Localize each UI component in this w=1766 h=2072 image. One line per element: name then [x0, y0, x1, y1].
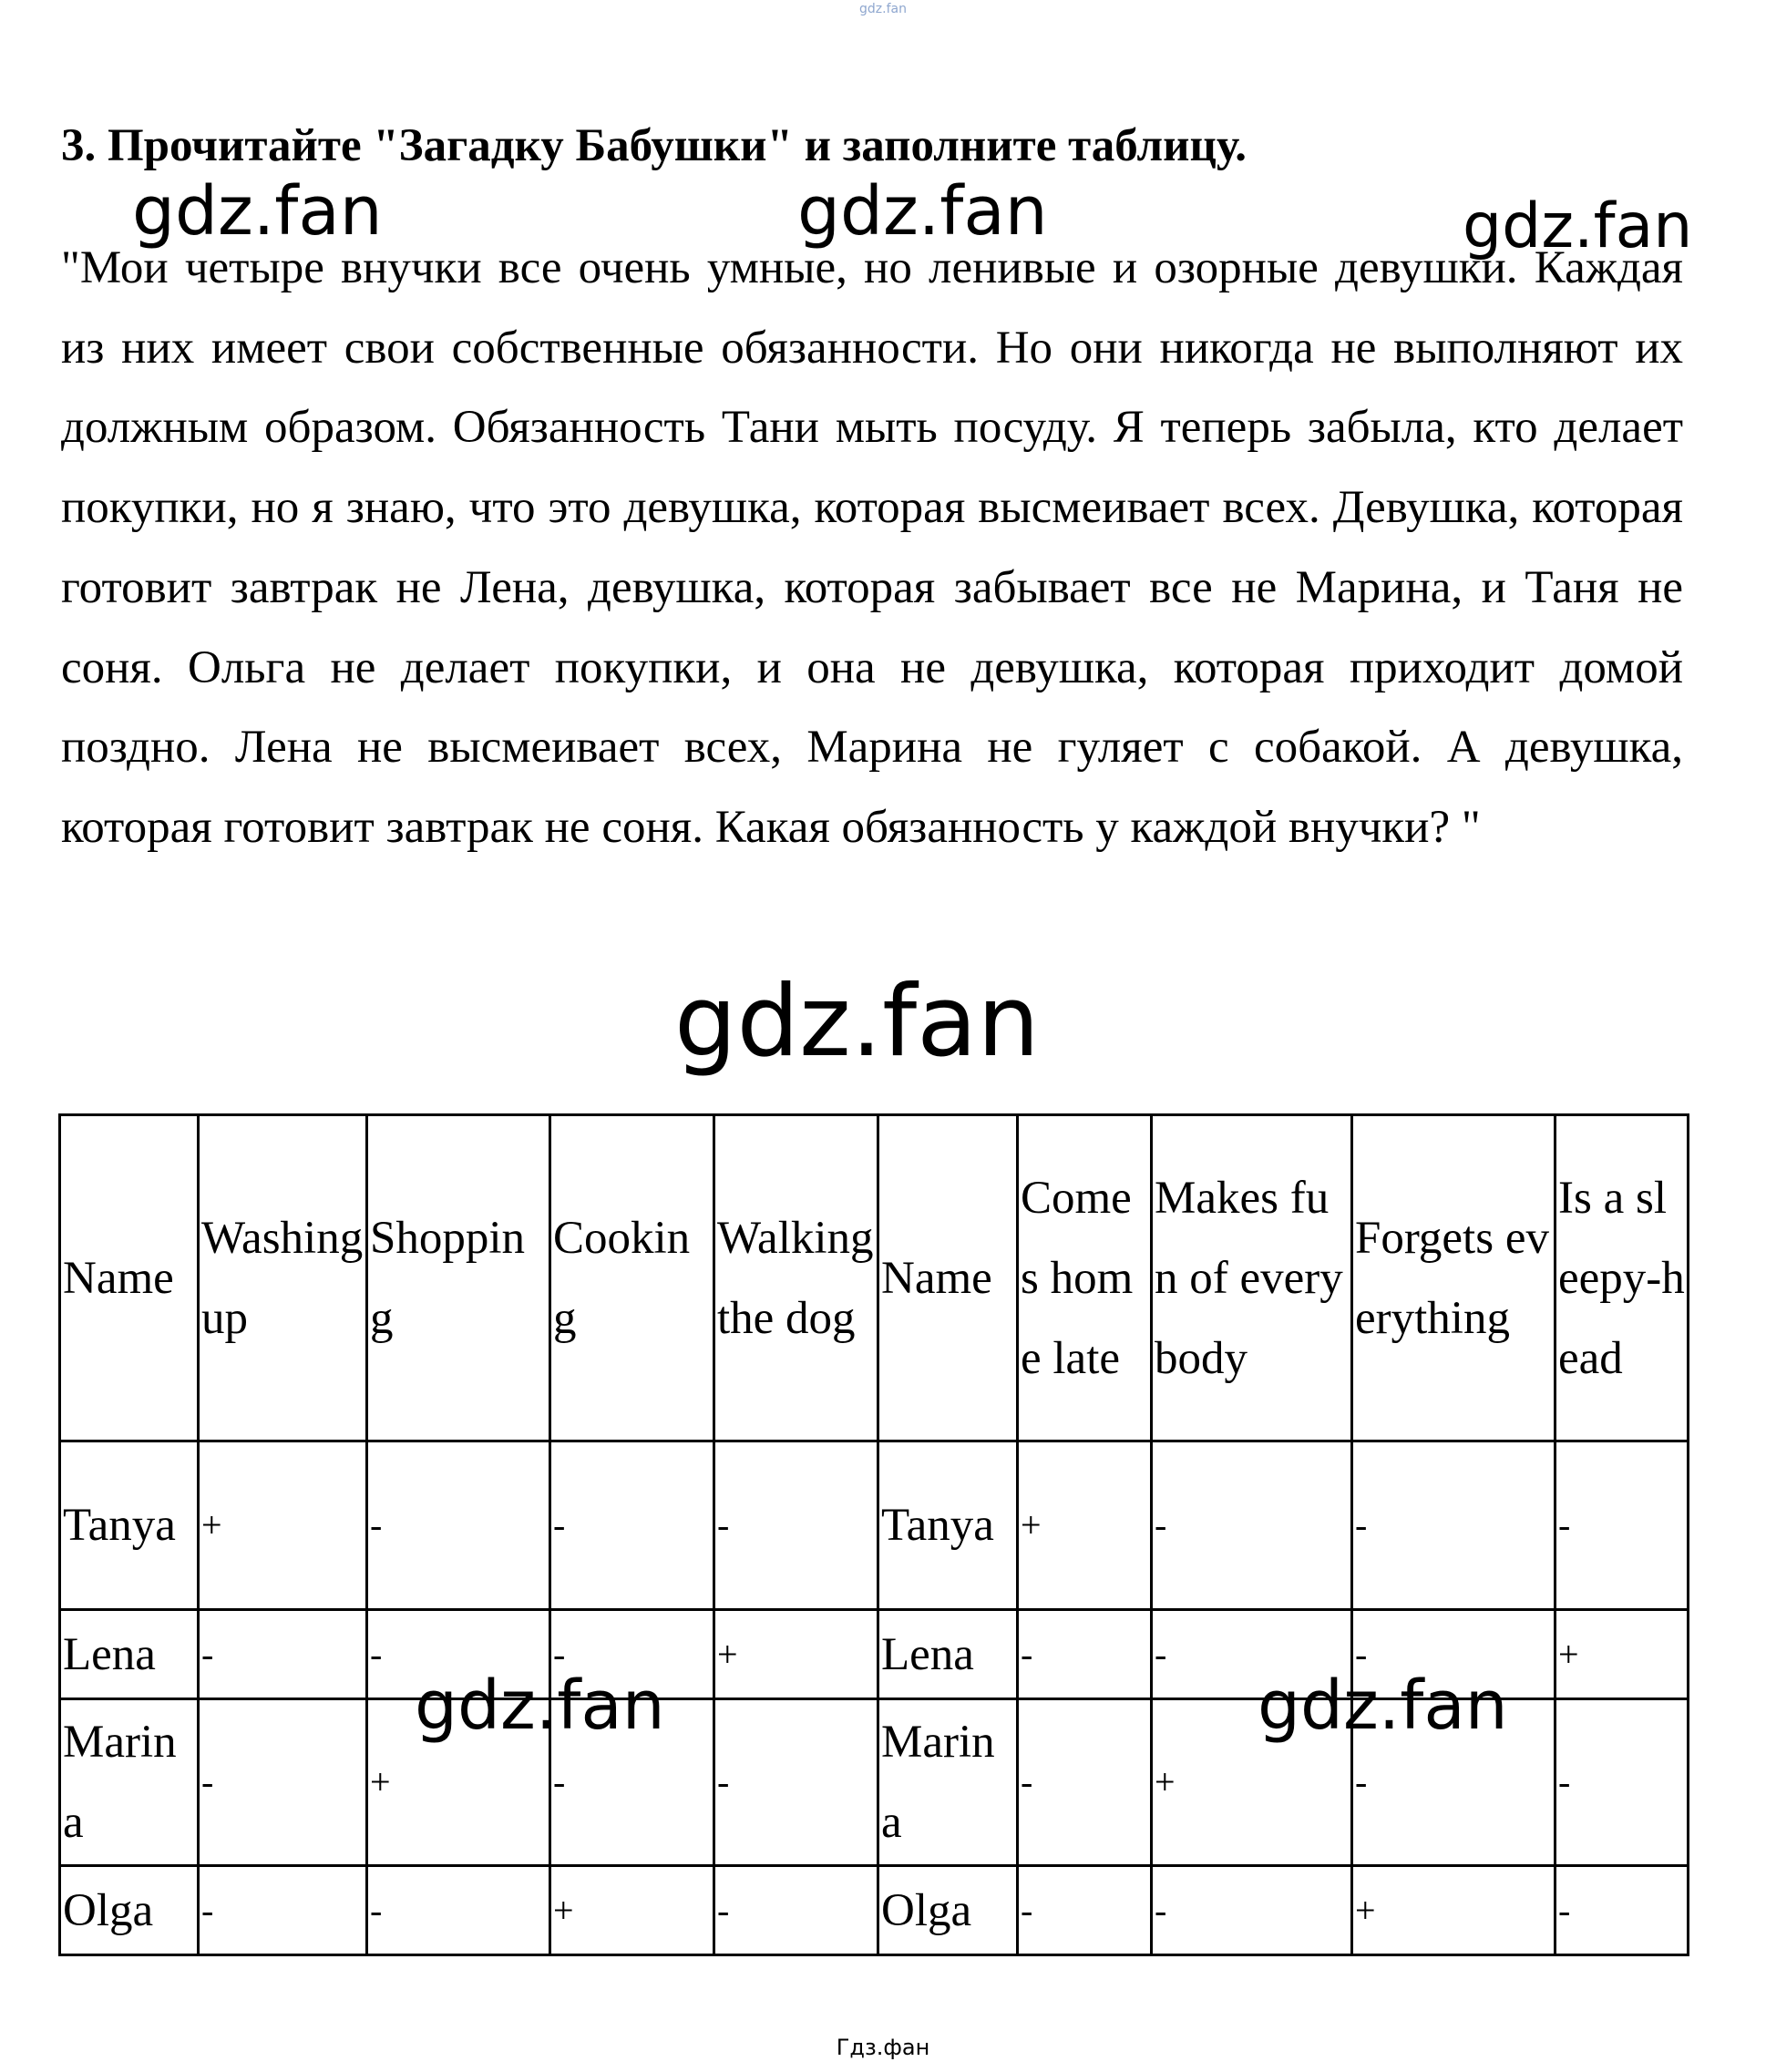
mark-cell: -	[1352, 1610, 1556, 1699]
header-cell: Makes fun of everybody	[1152, 1115, 1352, 1441]
mark-cell: -	[1556, 1441, 1689, 1610]
mark-cell: -	[1352, 1441, 1556, 1610]
header-cell: Walking the dog	[714, 1115, 878, 1441]
chores-table	[58, 1113, 1689, 1956]
riddle-passage: "Мои четыре внучки все очень умные, но ленивые и озорные девушки. Каждая из них имеет свои собственные обязанности. Но они никогда не выполняют их должным образом. Обязанность Тани мыть посуду. Я теперь забыла, кто делает покупки, но я знаю, что это девушка, которая высмеивает всех. Девушка, которая готовит завтрак не Лена, девушка, которая забывает все не Марина, и Таня не соня. Ольга не делает покупки, и она не девушка, которая приходит домой поздно. Лена не высмеивает всех, Марина не гуляет с собакой. А девушка, которая готовит завтрак не соня. Какая обязанность у каждой внучки? "	[61, 242, 1683, 853]
table-row	[60, 1441, 1689, 1610]
mark-cell: -	[714, 1441, 878, 1610]
mark-cell: +	[1152, 1699, 1352, 1866]
mark-cell: -	[550, 1699, 714, 1866]
name-cell: Lena	[878, 1610, 1018, 1699]
name-cell: Marina	[60, 1699, 199, 1866]
table-header-row	[60, 1115, 1689, 1441]
exercise-heading: 3. Прочитайте "Загадку Бабушки" и заполните таблицу.	[61, 120, 1247, 171]
mark-cell: -	[367, 1610, 550, 1699]
mark-cell: +	[199, 1441, 367, 1610]
name-cell: Tanya	[878, 1441, 1018, 1610]
mark-cell: -	[367, 1441, 550, 1610]
mark-cell: -	[367, 1866, 550, 1955]
header-cell: Shopping	[367, 1115, 550, 1441]
name-cell: Olga	[878, 1866, 1018, 1955]
mark-cell: -	[1556, 1866, 1689, 1955]
watermark: gdz.fan	[797, 172, 1048, 251]
mark-cell: +	[1018, 1441, 1152, 1610]
mark-cell: -	[199, 1866, 367, 1955]
mark-cell: -	[1556, 1699, 1689, 1866]
name-cell: Olga	[60, 1866, 199, 1955]
header-cell: Name	[878, 1115, 1018, 1441]
header-cell: Is a sleepy-head	[1556, 1115, 1689, 1441]
header-cell: Washing up	[199, 1115, 367, 1441]
watermark: gdz.fan	[1463, 190, 1693, 262]
name-cell: Marina	[878, 1699, 1018, 1866]
name-cell: Tanya	[60, 1441, 199, 1610]
mark-cell: -	[550, 1610, 714, 1699]
mark-cell: -	[1018, 1866, 1152, 1955]
header-cell: Name	[60, 1115, 199, 1441]
table-row	[60, 1866, 1689, 1955]
mark-cell: -	[1018, 1699, 1152, 1866]
mark-cell: +	[367, 1699, 550, 1866]
mark-cell: -	[1018, 1610, 1152, 1699]
header-cell: Comes home late	[1018, 1115, 1152, 1441]
mark-cell: -	[714, 1699, 878, 1866]
watermark: gdz.fan	[132, 172, 383, 251]
header-cell: Forgets everything	[1352, 1115, 1556, 1441]
header-cell: Cooking	[550, 1115, 714, 1441]
name-cell: Lena	[60, 1610, 199, 1699]
mark-cell: -	[1152, 1866, 1352, 1955]
mark-cell: -	[1152, 1610, 1352, 1699]
mark-cell: -	[550, 1441, 714, 1610]
mark-cell: +	[1556, 1610, 1689, 1699]
watermark: gdz.fan	[1258, 1667, 1508, 1745]
mark-cell: +	[714, 1610, 878, 1699]
mark-cell: +	[550, 1866, 714, 1955]
mark-cell: -	[199, 1610, 367, 1699]
mark-cell: -	[199, 1699, 367, 1866]
mark-cell: -	[714, 1866, 878, 1955]
footer-caption: Гдз.фан	[836, 2035, 930, 2060]
watermark: gdz.fan	[674, 965, 1040, 1079]
mark-cell: +	[1352, 1866, 1556, 1955]
mark-cell: -	[1352, 1699, 1556, 1866]
mark-cell: -	[1152, 1441, 1352, 1610]
watermark: gdz.fan	[415, 1667, 665, 1745]
top-watermark: gdz.fan	[859, 2, 907, 16]
